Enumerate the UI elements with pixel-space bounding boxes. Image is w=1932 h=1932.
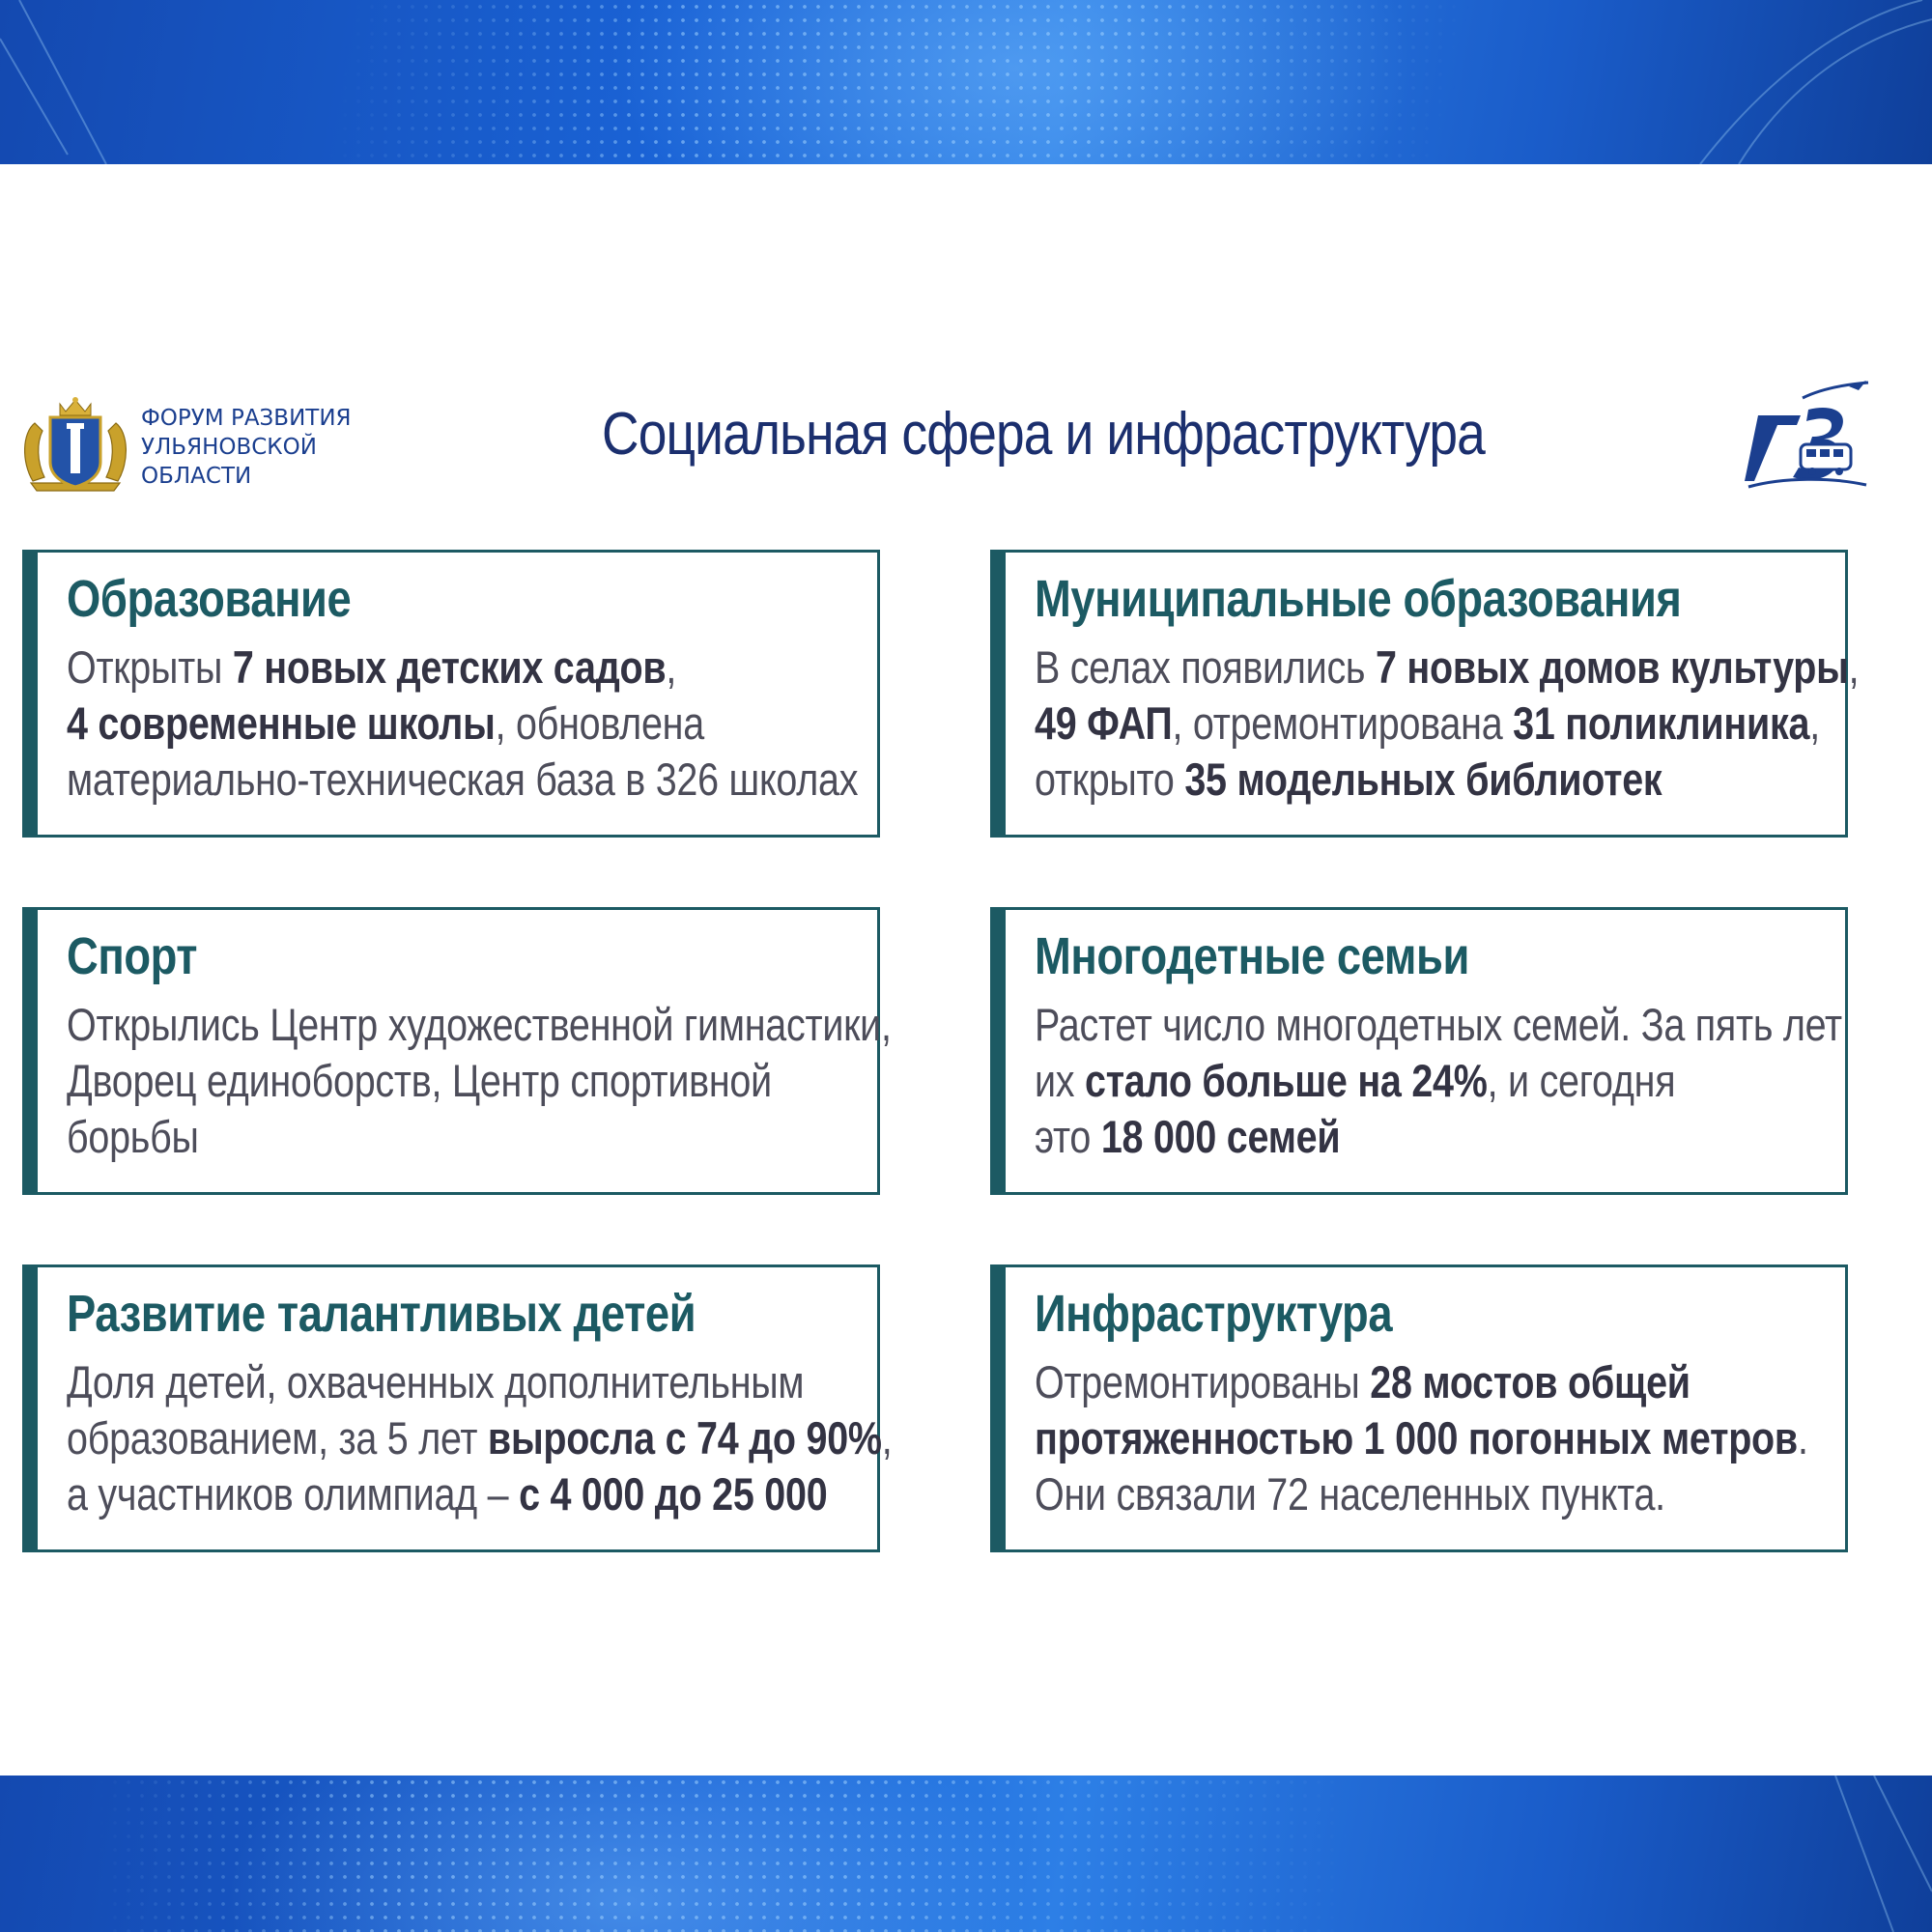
card-infrastructure — [990, 1264, 1848, 1552]
card-education — [22, 550, 880, 838]
card-sport — [22, 907, 892, 1195]
body-text: Отремонтированы — [1035, 1356, 1371, 1407]
body-text: , и сегодня — [1487, 1055, 1676, 1106]
card-text — [1035, 639, 1860, 808]
card-text — [1035, 1354, 1854, 1522]
body-text: образованием, за 5 лет — [67, 1412, 488, 1463]
text-line — [67, 752, 886, 808]
highlight-text: 49 ФАП — [1035, 697, 1173, 749]
region-73-logo — [1745, 381, 1870, 495]
text-line — [1035, 1466, 1854, 1522]
highlight-text: 18 000 семей — [1100, 1111, 1341, 1162]
card-text — [67, 1354, 893, 1522]
text-line — [67, 1053, 886, 1109]
card-title: Развитие талантливых детей — [67, 1285, 696, 1343]
text-line — [1035, 1354, 1854, 1410]
highlight-text: 4 современные школы — [67, 697, 496, 749]
text-line — [67, 639, 886, 696]
card-text — [67, 997, 892, 1165]
text-line — [1035, 1109, 1854, 1165]
text-line — [1035, 997, 1854, 1053]
body-text: Доля детей, охваченных дополнительным — [67, 1356, 805, 1407]
body-text: , обновлена — [495, 697, 704, 749]
card-municipalities — [990, 550, 1860, 838]
text-line — [67, 1354, 886, 1410]
text-line — [1035, 752, 1854, 808]
highlight-text: с 4 000 до 25 000 — [519, 1468, 828, 1520]
body-text: , — [881, 1412, 893, 1463]
text-line — [67, 696, 886, 752]
forum-name-line: УЛЬЯНОВСКОЙ — [141, 435, 317, 460]
body-text: борьбы — [67, 1111, 199, 1162]
body-text: это — [1035, 1111, 1101, 1162]
forum-name-line: ФОРУМ РАЗВИТИЯ — [141, 406, 352, 431]
body-text: , — [1848, 641, 1860, 693]
footer-banner — [0, 1776, 1932, 1932]
body-text: открыто — [1035, 753, 1185, 805]
body-text: а участников олимпиад – — [67, 1468, 520, 1520]
body-text: Они связали 72 населенных пункта. — [1035, 1468, 1665, 1520]
header-banner — [0, 0, 1932, 164]
text-line — [1035, 696, 1854, 752]
body-text: , — [1809, 697, 1820, 749]
text-line — [67, 997, 892, 1053]
body-text: Дворец единоборств, Центр спортивной — [67, 1055, 772, 1106]
highlight-text: 7 новых домов культуры — [1375, 641, 1849, 693]
text-line — [67, 1466, 886, 1522]
body-text: , — [666, 641, 677, 693]
coat-of-arms-logo — [17, 394, 133, 495]
text-line — [1035, 1053, 1854, 1109]
text-line — [1035, 639, 1860, 696]
body-text: , отремонтирована — [1172, 697, 1514, 749]
body-text: . — [1797, 1412, 1808, 1463]
highlight-text: протяженностью 1 000 погонных метров — [1035, 1412, 1798, 1463]
forum-name — [141, 404, 392, 491]
text-line — [67, 1109, 886, 1165]
highlight-text: 7 новых детских садов — [232, 641, 667, 693]
body-text: Открылись Центр художественной гимнастики, — [67, 999, 892, 1050]
body-text: их — [1035, 1055, 1086, 1106]
body-text: Растет число многодетных семей. За пять лет — [1035, 999, 1842, 1050]
card-title: Инфраструктура — [1035, 1285, 1393, 1343]
forum-name-line: ОБЛАСТИ — [141, 464, 252, 489]
highlight-text: 28 мостов общей — [1370, 1356, 1690, 1407]
text-line — [1035, 1410, 1854, 1466]
page-title: Социальная сфера и инфраструктура — [602, 401, 1485, 468]
body-text: Открыты — [67, 641, 233, 693]
card-talented-children — [22, 1264, 893, 1552]
card-title: Многодетные семьи — [1035, 927, 1469, 985]
highlight-text: 31 поликлиника — [1513, 697, 1810, 749]
card-title: Муниципальные образования — [1035, 570, 1682, 628]
text-line — [67, 1410, 893, 1466]
body-text: материально-техническая база в 326 школах — [67, 753, 859, 805]
card-title: Спорт — [67, 927, 198, 985]
highlight-text: выросла с 74 до 90% — [487, 1412, 882, 1463]
card-large-families — [990, 907, 1848, 1195]
body-text: В селах появились — [1035, 641, 1376, 693]
card-text — [67, 639, 886, 808]
card-text — [1035, 997, 1854, 1165]
card-title: Образование — [67, 570, 352, 628]
highlight-text: стало больше на 24% — [1085, 1055, 1488, 1106]
highlight-text: 35 модельных библиотек — [1184, 753, 1662, 805]
